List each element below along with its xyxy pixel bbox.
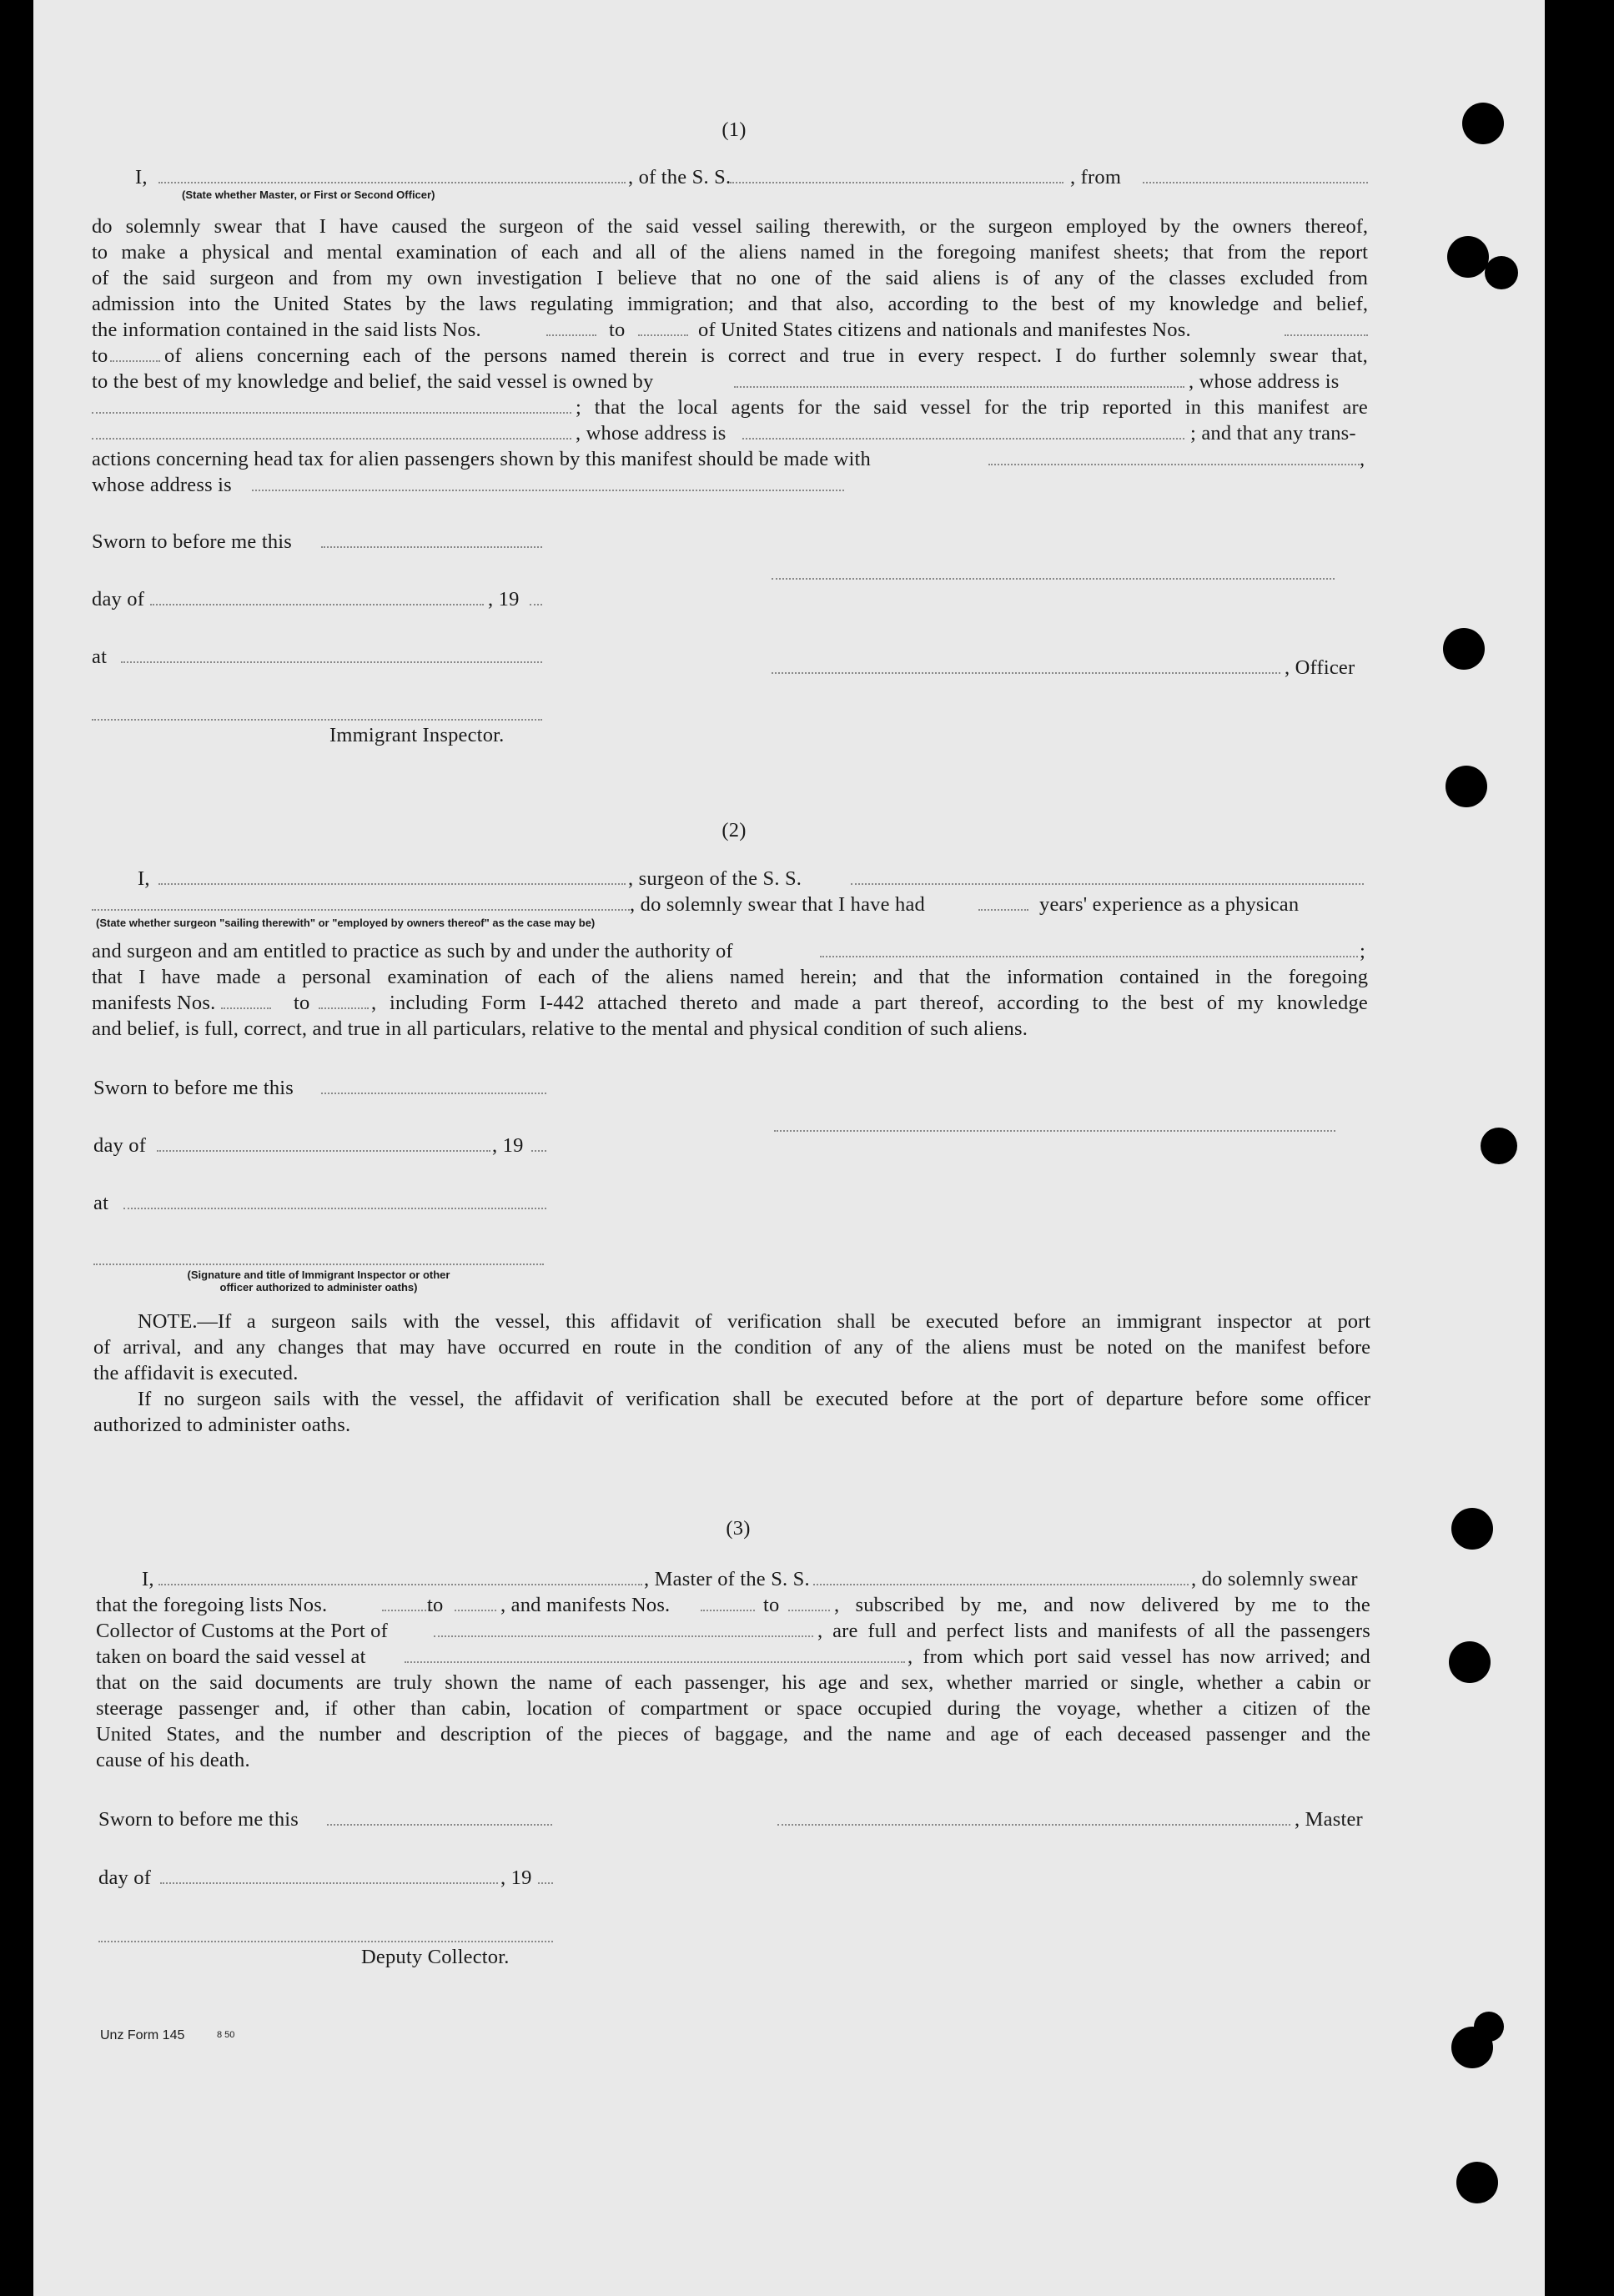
s3-line-4b: , from which port said vessel has now arrived; and (908, 1645, 1370, 1668)
punch-hole (1449, 1641, 1491, 1683)
s1-officer-line (772, 672, 1280, 674)
s2-sig-note-2: officer authorized to administer oaths) (219, 1281, 418, 1294)
s1-line-10b: , (1360, 448, 1365, 470)
s1-inspector-line (92, 719, 542, 721)
s2-line-5a: manifests Nos. (92, 992, 216, 1014)
s1-agents-address-line (742, 438, 1184, 440)
punch-hole (1451, 1508, 1493, 1550)
s3-day-line (160, 1882, 498, 1884)
s2-sworn-line (321, 1093, 546, 1094)
s2-year-line (531, 1150, 546, 1152)
section-2-number: (2) (722, 819, 747, 842)
s1-line-9a: , whose address is (576, 422, 727, 445)
s3-sworn-line (327, 1824, 552, 1826)
s1-line-6b: of aliens concerning each of the persons named therein is correct and true in every respect. I do further solemnly swear that, (164, 344, 1368, 367)
s1-line-4: admission into the United States by the laws regulating immigration; and that also, according to the best of my knowledge and belief, (92, 293, 1368, 315)
s1-line-9b: ; and that any trans- (1190, 422, 1356, 445)
section-3-number: (3) (726, 1517, 751, 1540)
s2-at-line (123, 1208, 546, 1209)
s3-manifests-to-line (788, 1610, 830, 1611)
s1-line-8a: ; that the local agents for the said vessel for the trip reported in this manifest are (576, 396, 1368, 419)
s3-signature-line (777, 1824, 1290, 1826)
s3-deputy-line (98, 1941, 553, 1942)
s1-line-5c: of United States citizens and nationals and manifestes Nos. (698, 319, 1191, 341)
s1-day-of: day of (92, 588, 145, 610)
s2-line-6: and belief, is full, correct, and true in all particulars, relative to the mental and physical condition of such aliens. (92, 1017, 1028, 1040)
s2-ss-line (851, 883, 1364, 885)
s2-sig-note-1: (Signature and title of Immigrant Inspector or other (187, 1269, 450, 1281)
s2-manifests-to-line (319, 1007, 369, 1009)
s3-taken-on-line (405, 1661, 905, 1663)
s1-lists-from-line (546, 334, 596, 336)
s3-sworn: Sworn to before me this (98, 1808, 299, 1831)
s3-line-3b: , are full and perfect lists and manifests of all the passengers (817, 1620, 1370, 1642)
s2-signature-line (774, 1130, 1335, 1132)
s1-inspector: Immigrant Inspector. (329, 724, 505, 746)
s1-line-10a: actions concerning head tax for alien passengers shown by this manifest should be made with (92, 448, 871, 470)
s3-lists-to-line (455, 1610, 496, 1611)
s3-line-5: that on the said documents are truly shown the name of each passenger, his age and sex, whether married or single, whether a cabin or (96, 1671, 1370, 1694)
s1-officer: , Officer (1285, 656, 1355, 679)
punch-hole (1485, 256, 1518, 289)
s2-state-note: (State whether surgeon "sailing therewith" or "employed by owners thereof" as the case may be) (96, 917, 596, 929)
s3-line-2d: to (763, 1594, 780, 1616)
s3-day-of: day of (98, 1866, 152, 1889)
s3-nineteen: , 19 (500, 1866, 532, 1889)
s1-ss-line (730, 182, 1063, 183)
s1-headtax-address-line (252, 490, 844, 491)
s2-nineteen: , 19 (492, 1134, 524, 1157)
s2-day-of: day of (93, 1134, 147, 1157)
s1-sworn: Sworn to before me this (92, 530, 293, 553)
s1-manifests-line (1285, 334, 1368, 336)
s2-line-3b: ; (1360, 940, 1366, 962)
s1-headtax-line (988, 464, 1360, 465)
s1-line-7b: , whose address is (1189, 370, 1340, 393)
s2-authority-line (820, 956, 1358, 957)
s1-i: I, (135, 166, 148, 188)
s3-line-2b: to (427, 1594, 444, 1616)
punch-hole (1443, 628, 1485, 670)
s1-line-5b: to (609, 319, 626, 341)
s2-years-line (978, 909, 1028, 911)
s2-do-swear: , do solemnly swear that I have had (630, 893, 925, 916)
s2-i: I, (138, 867, 150, 890)
s2-at: at (93, 1192, 109, 1214)
s2-day-line (157, 1150, 490, 1152)
s3-master-of: , Master of the S. S. (644, 1568, 810, 1590)
s1-from-line (1143, 182, 1368, 183)
s3-name-line (158, 1584, 642, 1585)
form-number: Unz Form 145 (100, 2028, 185, 2042)
s3-swear: , do solemnly swear (1191, 1568, 1358, 1590)
s3-line-2a: that the foregoing lists Nos. (96, 1594, 328, 1616)
s1-state-note: (State whether Master, or First or Second Officer) (182, 188, 435, 201)
s3-line-4a: taken on board the said vessel at (96, 1645, 366, 1668)
punch-hole (1446, 766, 1487, 807)
s1-nineteen: , 19 (488, 588, 520, 610)
s2-manifests-from-line (221, 1007, 271, 1009)
s2-note-line-2: of arrival, and any changes that may have occurred en route in the condition of any of the aliens must be noted on the manifest before (93, 1336, 1370, 1359)
s1-line-11: whose address is (92, 474, 232, 496)
s1-at: at (92, 646, 108, 668)
s3-line-3a: Collector of Customs at the Port of (96, 1620, 388, 1642)
s3-i: I, (142, 1568, 154, 1590)
s1-lists-to-line (638, 334, 688, 336)
punch-hole (1481, 1128, 1517, 1164)
s1-day-line (150, 604, 484, 605)
form-page (33, 0, 1545, 2296)
section-1-number: (1) (722, 118, 747, 141)
punch-hole (1474, 2012, 1504, 2042)
s3-port-line (434, 1635, 813, 1637)
s1-line-1: do solemnly swear that I have caused the surgeon of the said vessel sailing therewith, or the surgeon employed by the owners thereof, (92, 215, 1368, 238)
s2-years: years' experience as a physican (1039, 893, 1300, 916)
s1-year-line (530, 604, 542, 605)
punch-hole (1462, 103, 1504, 144)
punch-hole (1456, 2162, 1498, 2203)
s1-line-7a: to the best of my knowledge and belief, the said vessel is owned by (92, 370, 654, 393)
s2-line-5c: , including Form I-442 attached thereto and made a part thereof, according to the best of my knowledge (371, 992, 1368, 1014)
s3-line-6: steerage passenger and, if other than cabin, location of compartment or space occupied during the voyage, whether a citizen of the (96, 1697, 1370, 1720)
s1-sworn-line (321, 546, 542, 548)
s1-at-line (121, 661, 542, 663)
s2-surgeon-of: , surgeon of the S. S. (628, 867, 802, 890)
s1-line-6a: to (92, 344, 108, 367)
s1-agents-line (92, 438, 571, 440)
s2-note-line-3: the affidavit is executed. (93, 1362, 299, 1384)
s1-line-3: of the said surgeon and from my own investigation I believe that no one of the said aliens is of any of the classes excluded from (92, 267, 1368, 289)
s2-line-5b: to (294, 992, 310, 1014)
s2-name-line (158, 883, 626, 885)
s1-signature-line (772, 578, 1335, 580)
s3-line-8: cause of his death. (96, 1749, 250, 1771)
s3-line-2e: , subscribed by me, and now delivered by me to the (834, 1594, 1370, 1616)
s1-name-line (158, 182, 626, 183)
s3-manifests-from-line (701, 1610, 755, 1611)
s2-line-4: that I have made a personal examination of each of the aliens named herein; and that the information contained in the foregoing (92, 966, 1368, 988)
s1-line-2: to make a physical and mental examination of each and all of the aliens named in the foregoing manifest sheets; that from the report (92, 241, 1368, 264)
s1-owner-address-line (92, 412, 571, 414)
punch-hole (1447, 236, 1489, 278)
s3-line-2c: , and manifests Nos. (500, 1594, 671, 1616)
s2-note-line-1: NOTE.—If a surgeon sails with the vessel, this affidavit of verification shall be executed before an immigrant inspector at port (138, 1310, 1370, 1333)
s2-line-3a: and surgeon and am entitled to practice as such by and under the authority of (92, 940, 733, 962)
s1-of-ss: , of the S. S. (628, 166, 732, 188)
s2-inspector-line (93, 1264, 544, 1265)
s1-line-5a: the information contained in the said lists Nos. (92, 319, 481, 341)
s3-ss-line (813, 1584, 1189, 1585)
s2-surgeon-name-line (92, 909, 630, 911)
s3-master: , Master (1295, 1808, 1363, 1831)
s2-note2-line-1: If no surgeon sails with the vessel, the affidavit of verification shall be executed before at the port of departure before some officer (138, 1388, 1370, 1410)
s2-sworn: Sworn to before me this (93, 1077, 294, 1099)
s3-deputy: Deputy Collector. (361, 1946, 510, 1968)
s3-year-line (538, 1882, 553, 1884)
s3-line-7: United States, and the number and description of the pieces of baggage, and the name and age of each deceased passenger and the (96, 1723, 1370, 1746)
s2-note2-line-2: authorized to administer oaths. (93, 1414, 351, 1436)
s1-manifests-to-line (110, 360, 160, 362)
s1-owner-line (734, 386, 1184, 388)
form-code: 8 50 (217, 2030, 235, 2040)
s1-from: , from (1070, 166, 1122, 188)
